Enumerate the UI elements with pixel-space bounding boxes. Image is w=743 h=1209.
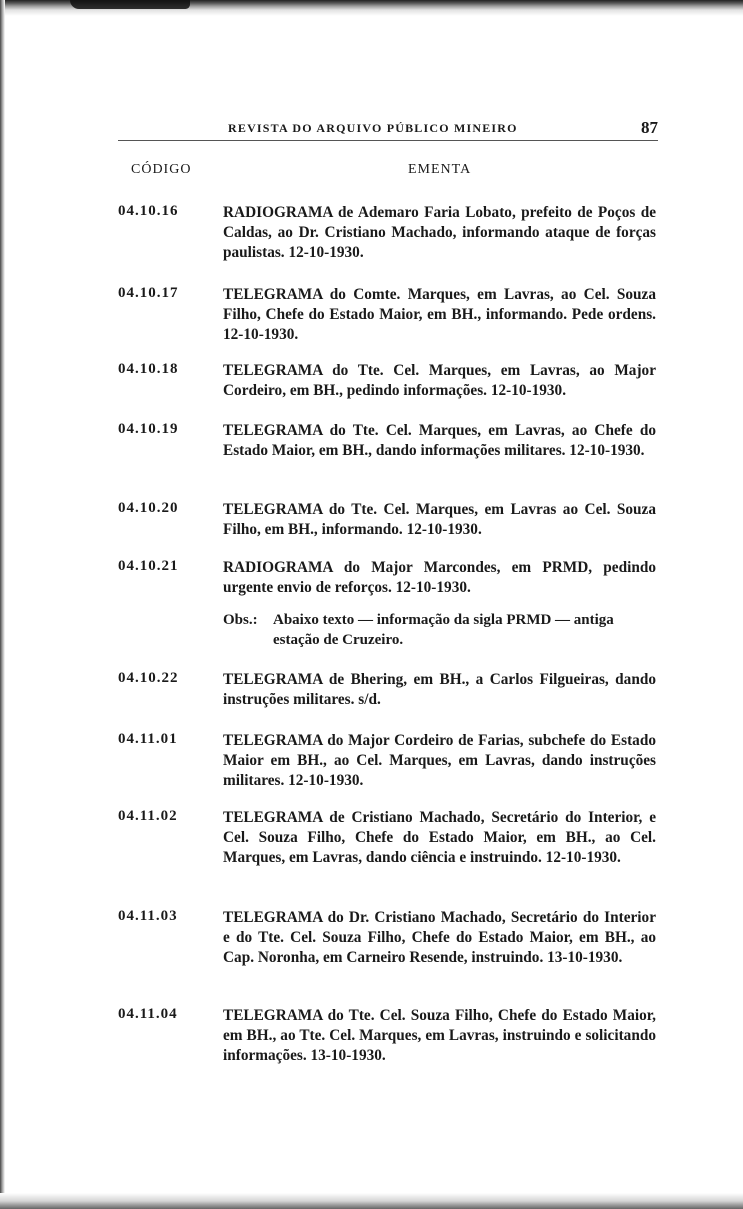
entry-text: RADIOGRAMA do Major Marcondes, em PRMD, pedindo urgente envio de reforços. 12-10-1930. [223, 559, 656, 596]
entry-code: 04.11.02 [118, 808, 178, 824]
entry-code: 04.11.03 [118, 908, 178, 924]
entry-text: TELEGRAMA do Tte. Cel. Souza Filho, Chefe do Estado Maior, em BH., ao Tte. Cel. Marques, em Lavras, instruindo e solicitando informações. 13-10-1930. [223, 1007, 656, 1064]
observation-label: Obs.: [223, 612, 258, 628]
entry-text: TELEGRAMA do Dr. Cristiano Machado, Secretário do Interior e do Tte. Cel. Souza Filho, Chefe do Estado Maior, em BH., ao Cap. Noronha, em Carneiro Resende, instruindo. 13-10-1930. [223, 909, 656, 966]
running-head [118, 118, 658, 140]
page-number: 87 [641, 118, 658, 137]
entry-code: 04.11.04 [118, 1006, 178, 1022]
scan-top-blot [70, 0, 190, 9]
entry-text: TELEGRAMA de Cristiano Machado, Secretário do Interior, e Cel. Souza Filho, Chefe do Estado Maior, em BH., ao Cel. Marques, em Lavras, dando ciência e instruindo. 12-10-1930. [223, 809, 656, 866]
column-header-summary: EMENTA [408, 162, 472, 177]
entry-text: TELEGRAMA do Tte. Cel. Marques, em Lavras, ao Major Cordeiro, em BH., pedindo informações. 12-10-1930. [223, 362, 656, 399]
entry-code: 04.10.20 [118, 500, 179, 516]
observation-text: Abaixo texto — informação da sigla PRMD — antiga estação de Cruzeiro. [273, 612, 614, 648]
entry-code: 04.11.01 [118, 731, 178, 747]
scan-bottom-edge [0, 1193, 743, 1209]
entry-text: TELEGRAMA do Tte. Cel. Marques, em Lavras, ao Chefe do Estado Maior, em BH., dando informações militares. 12-10-1930. [223, 422, 656, 459]
entry-text: TELEGRAMA do Major Cordeiro de Farias, subchefe do Estado Maior em BH., ao Cel. Marques, em Lavras, dando instruções militares. 12-10-1930. [223, 732, 656, 789]
entry-text: RADIOGRAMA de Ademaro Faria Lobato, prefeito de Poços de Caldas, ao Dr. Cristiano Machado, informando ataque de forças paulistas. 12-10-1930. [223, 204, 656, 261]
entry-observation [223, 610, 656, 650]
entry-code: 04.10.16 [118, 203, 179, 219]
scan-left-edge [0, 0, 5, 1209]
journal-title: REVISTA DO ARQUIVO PÚBLICO MINEIRO [228, 121, 518, 135]
entry-code: 04.10.17 [118, 285, 179, 301]
entry-code: 04.10.18 [118, 361, 179, 377]
entry-code: 04.10.21 [118, 558, 179, 574]
header-rule [118, 140, 658, 141]
entry-text: TELEGRAMA do Comte. Marques, em Lavras, ao Cel. Souza Filho, Chefe do Estado Maior, em BH., informando. Pede ordens. 12-10-1930. [223, 286, 656, 343]
entry-text: TELEGRAMA do Tte. Cel. Marques, em Lavras ao Cel. Souza Filho, em BH., informando. 12-10-1930. [223, 501, 656, 538]
column-header-code: CÓDIGO [131, 162, 192, 177]
entry-code: 04.10.22 [118, 670, 179, 686]
entry-text: TELEGRAMA de Bhering, em BH., a Carlos Filgueiras, dando instruções militares. s/d. [223, 671, 656, 708]
entry-code: 04.10.19 [118, 421, 179, 437]
